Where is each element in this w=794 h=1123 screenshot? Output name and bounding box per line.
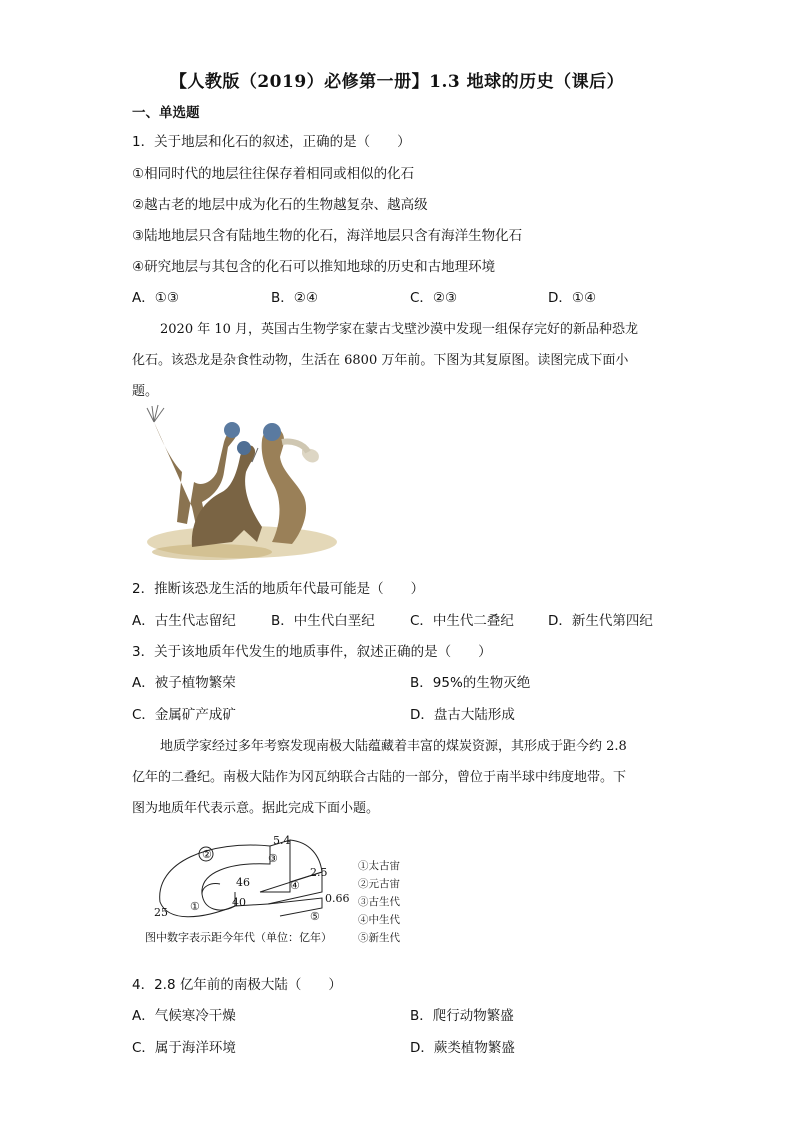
q1-item-4: ④研究地层与其包含的化石可以推知地球的历史和古地理环境	[132, 259, 496, 275]
q3-option-b[interactable]: B．95%的生物灭绝	[410, 675, 531, 691]
q1-option-d[interactable]: D．①④	[548, 290, 597, 306]
q3-option-a[interactable]: A．被子植物繁荣	[132, 675, 236, 691]
geologic-time-legend	[358, 857, 400, 947]
circled-1: ①	[190, 900, 200, 913]
q4-stem: 4．2.8 亿年前的南极大陆（ ）	[132, 977, 342, 993]
passage2-line-2: 亿年的二叠纪。南极大陆作为冈瓦纳联合古陆的一部分，曾位于南半球中纬度地带。下	[132, 770, 627, 785]
passage2-line-1: 地质学家经过多年考察发现南极大陆蕴藏着丰富的煤炭资源，其形成于距今约 2.8	[160, 739, 627, 754]
q4-option-b[interactable]: B．爬行动物繁盛	[410, 1008, 514, 1024]
passage2-line-3: 图为地质年代表示意。据此完成下面小题。	[132, 801, 380, 816]
q1-option-c[interactable]: C．②③	[410, 290, 458, 306]
age-25: 25	[154, 906, 168, 919]
q3-option-c[interactable]: C．金属矿产成矿	[132, 707, 236, 723]
legend-item: ①太古宙	[358, 860, 400, 872]
dinosaur-illustration	[132, 402, 338, 562]
q4-option-d[interactable]: D．蕨类植物繁盛	[410, 1040, 515, 1056]
legend-item: ④中生代	[358, 914, 400, 926]
q4-option-a[interactable]: A．气候寒冷干燥	[132, 1008, 236, 1024]
legend-item: ②元古宙	[358, 878, 400, 890]
q1-option-a[interactable]: A．①③	[132, 290, 179, 306]
age-46: 46	[236, 876, 250, 889]
page-title: 【人教版（2019）必修第一册】1.3 地球的历史（课后）	[169, 72, 625, 92]
q1-option-b[interactable]: B．②④	[271, 290, 318, 306]
circled-5: ⑤	[310, 910, 320, 923]
age-5-4: 5.4	[273, 834, 291, 847]
q2-option-a[interactable]: A．古生代志留纪	[132, 613, 236, 629]
q2-option-b[interactable]: B．中生代白垩纪	[271, 613, 375, 629]
q3-option-d[interactable]: D．盘古大陆形成	[410, 707, 515, 723]
q4-option-c[interactable]: C．属于海洋环境	[132, 1040, 236, 1056]
age-0-66: 0.66	[325, 892, 350, 905]
section-heading: 一、单选题	[132, 105, 200, 121]
q2-stem: 2．推断该恐龙生活的地质年代最可能是（ ）	[132, 581, 425, 597]
circled-2: ②	[202, 848, 212, 861]
passage1-line-1: 2020 年 10 月，英国古生物学家在蒙古戈壁沙漠中发现一组保存完好的新品种恐龙	[160, 322, 639, 337]
q1-stem: 1．关于地层和化石的叙述，正确的是（ ）	[132, 134, 411, 150]
q3-stem: 3．关于该地质年代发生的地质事件，叙述正确的是（ ）	[132, 644, 492, 660]
passage1-line-2: 化石。该恐龙是杂食性动物，生活在 6800 万年前。下图为其复原图。读图完成下面小	[132, 353, 629, 368]
age-2-5: 2.5	[310, 866, 328, 879]
passage1-line-3: 题。	[132, 384, 159, 399]
q1-item-3: ③陆地地层只含有陆地生物的化石，海洋地层只含有海洋生物化石	[132, 228, 523, 244]
q1-item-1: ①相同时代的地层往往保存着相同或相似的化石	[132, 166, 415, 182]
q2-option-c[interactable]: C．中生代二叠纪	[410, 613, 514, 629]
age-40: 40	[232, 896, 246, 909]
circled-3: ③	[268, 852, 278, 865]
figure-caption: 图中数字表示距今年代（单位：亿年）	[145, 931, 332, 944]
q1-item-2: ②越古老的地层中成为化石的生物越复杂、越高级	[132, 197, 428, 213]
circled-4: ④	[290, 879, 300, 892]
legend-item: ⑤新生代	[358, 932, 400, 944]
q2-option-d[interactable]: D．新生代第四纪	[548, 613, 653, 629]
legend-item: ③古生代	[358, 896, 400, 908]
